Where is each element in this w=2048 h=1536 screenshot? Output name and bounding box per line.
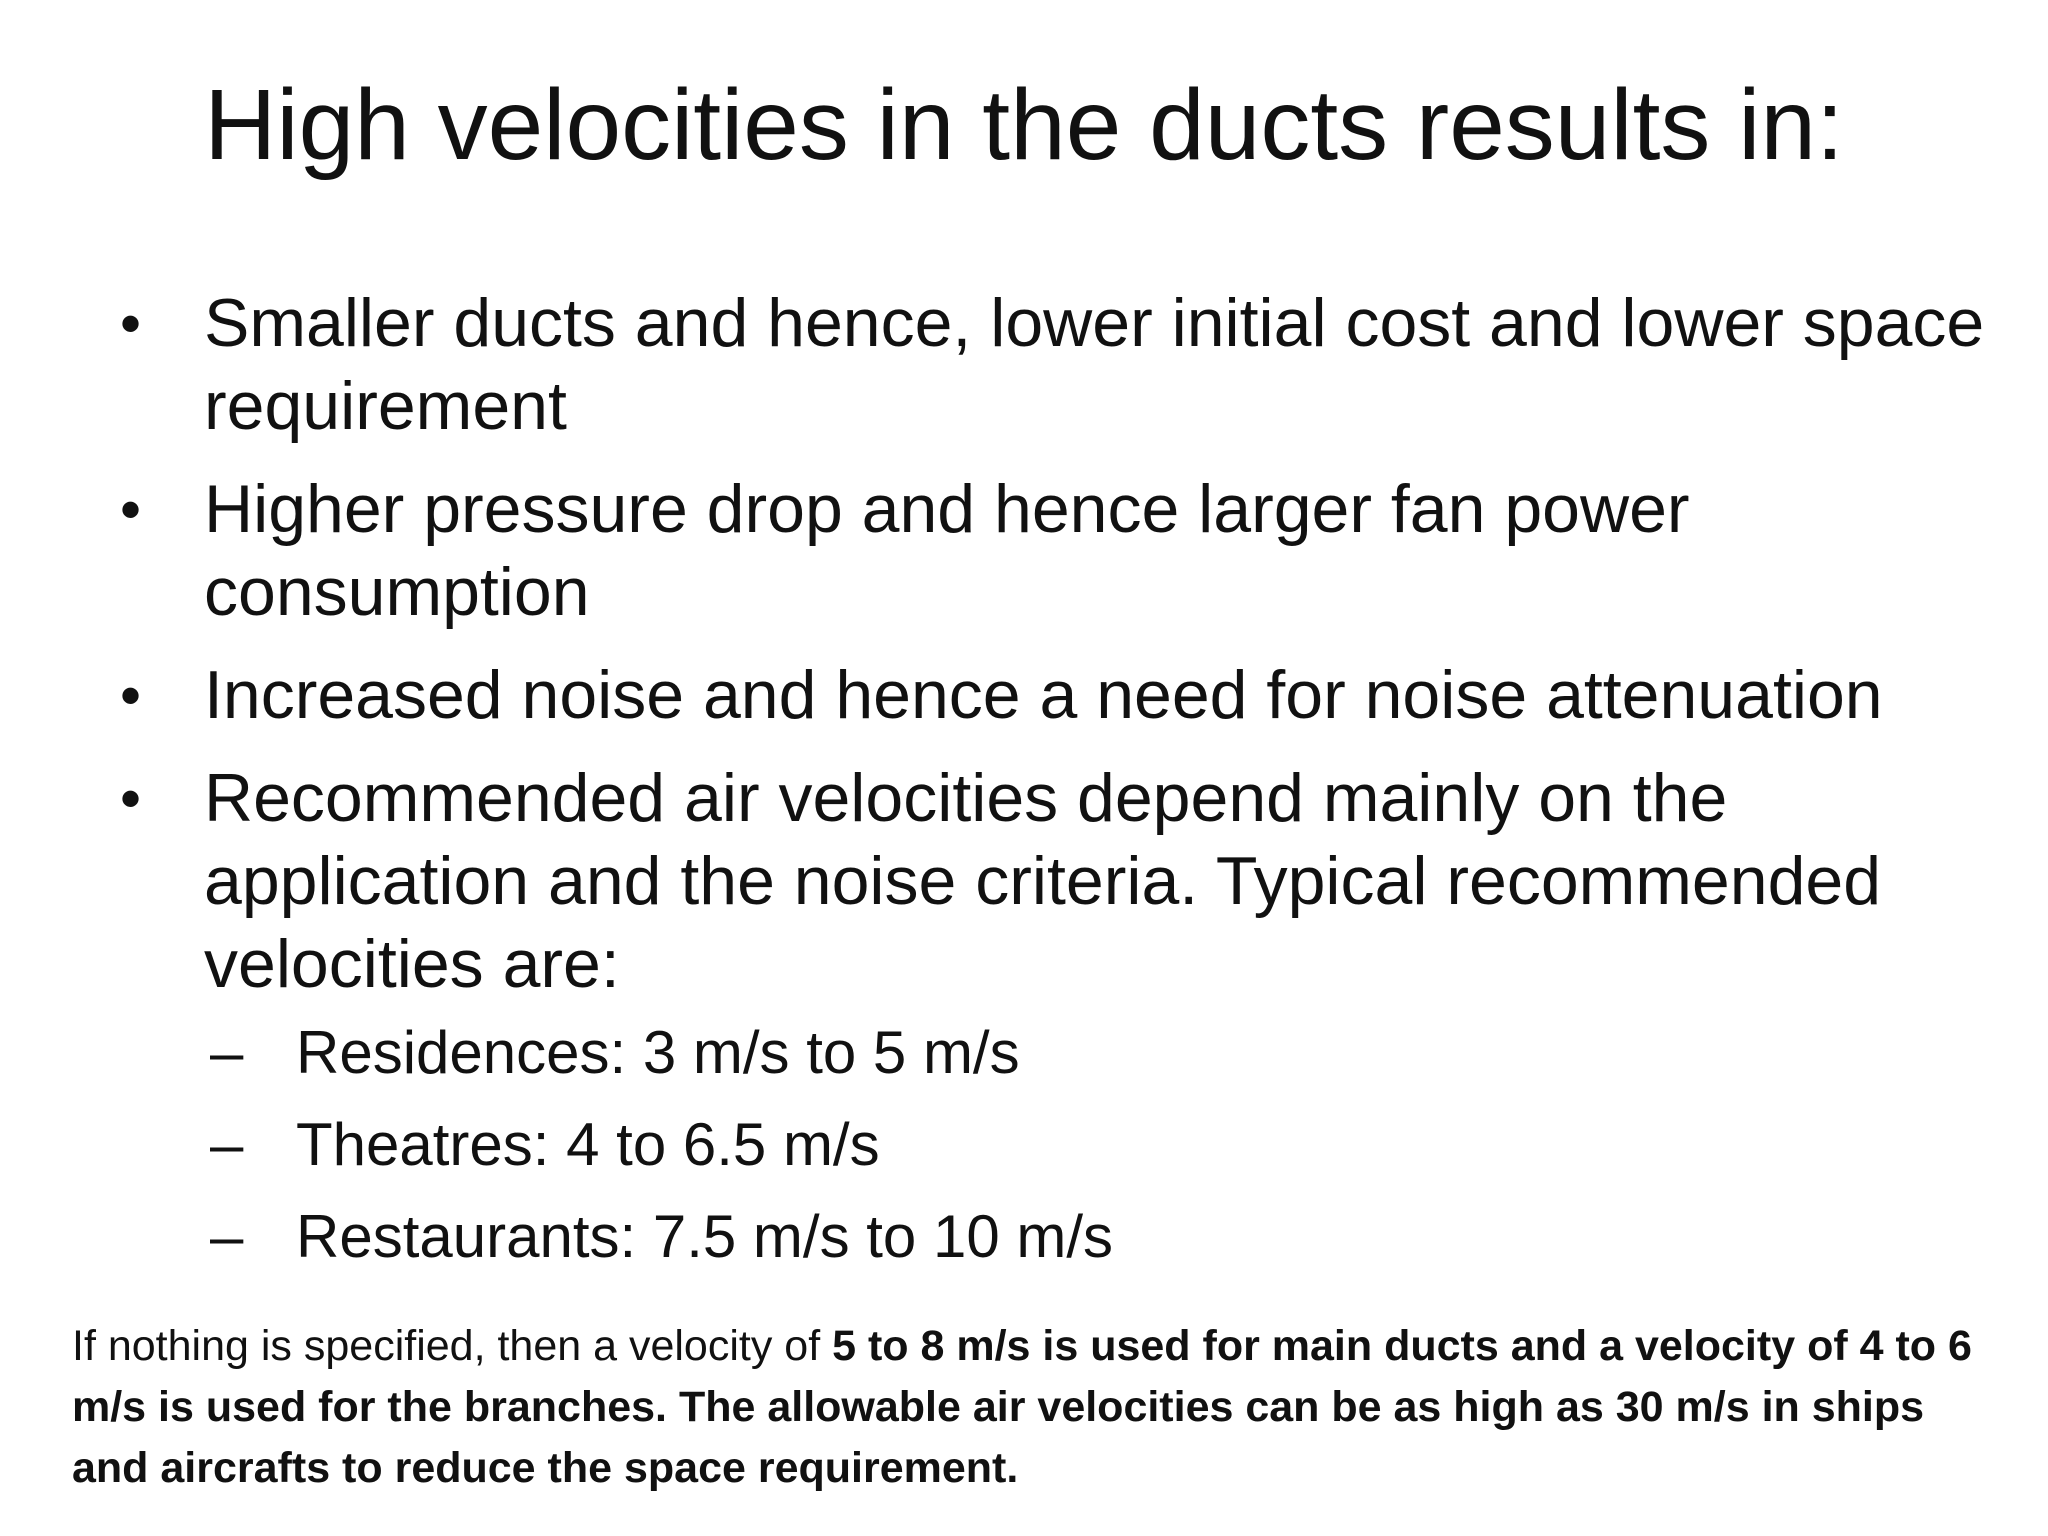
sub-bullet-text: Restaurants: 7.5 m/s to 10 m/s xyxy=(296,1203,1114,1270)
bullet-text: Increased noise and hence a need for noise attenuation xyxy=(204,657,1883,733)
sub-bullet-marker: – xyxy=(210,1203,244,1270)
sub-bullet-text: Theatres: 4 to 6.5 m/s xyxy=(296,1111,880,1178)
bullet-item xyxy=(120,282,2000,448)
bullet-item xyxy=(120,468,2000,634)
sub-bullet-item xyxy=(210,1110,2000,1180)
sub-bullet-text: Residences: 3 m/s to 5 m/s xyxy=(296,1019,1020,1086)
footer-normal-text: If nothing is specified, then a velocity of xyxy=(72,1322,833,1370)
sub-bullet-list xyxy=(210,1018,2000,1272)
bullet-marker: • xyxy=(120,662,142,729)
footer-bold-text: 5 to 8 m/s is used for main ducts and a velocity of 4 to 6 m/s is used for the branches. The allowable air velocities can be as high as 30 m/s in ships and aircrafts to reduce the space requirement. xyxy=(72,1322,1972,1492)
bullet-text: Higher pressure drop and hence larger fan power consumption xyxy=(204,471,1690,630)
bullet-marker: • xyxy=(120,290,142,357)
bullet-item xyxy=(120,757,2000,1272)
bullet-marker: • xyxy=(120,765,142,832)
bullet-marker: • xyxy=(120,476,142,543)
bullet-text: Smaller ducts and hence, lower initial cost and lower space requirement xyxy=(204,285,1985,444)
bullet-text: Recommended air velocities depend mainly on the application and the noise criteria. Typical recommended velocities are: xyxy=(204,760,1882,1002)
footer-note xyxy=(72,1316,2012,1499)
sub-bullet-marker: – xyxy=(210,1019,244,1086)
bullet-list xyxy=(120,282,2000,1294)
slide-title: High velocities in the ducts results in: xyxy=(204,69,1844,181)
sub-bullet-item xyxy=(210,1202,2000,1272)
bullet-item xyxy=(120,654,2000,737)
sub-bullet-marker: – xyxy=(210,1111,244,1178)
sub-bullet-item xyxy=(210,1018,2000,1088)
